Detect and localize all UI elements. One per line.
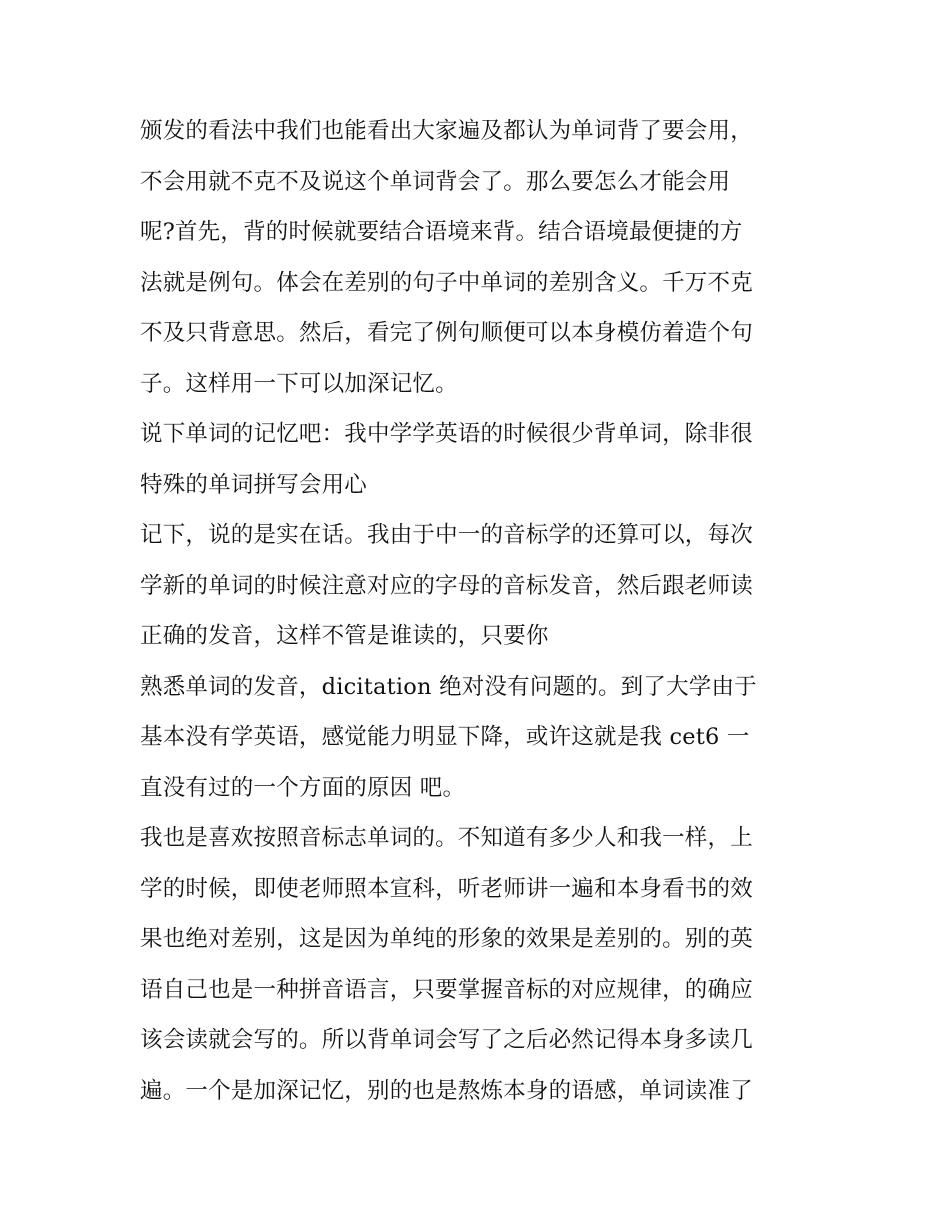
text-line-5: 不及只背意思。然后，看完了例句顺便可以本身模仿着造个句: [140, 320, 753, 346]
text-line-12: 熟悉单词的发音，dicitation 绝对没有问题的。到了大学由于: [140, 673, 757, 700]
text-line-16: 学的时候，即使老师照本宣科，听老师讲一遍和本身看书的效: [140, 875, 753, 902]
text-line-14: 直没有过的一个方面的原因 吧。: [140, 774, 466, 801]
text-line-15: 我也是喜欢按照音标志单词的。不知道有多少人和我一样，上: [140, 825, 753, 851]
text-line-13: 基本没有学英语，感觉能力明显下降，或许这就是我 cet6 一: [140, 724, 750, 750]
text-line-10: 学新的单词的时候注意对应的字母的音标发音，然后跟老师读: [140, 572, 753, 599]
document-body: [140, 106, 840, 1116]
text-line-7: 说下单词的记忆吧：我中学学英语的时候很少背单词，除非很: [140, 421, 753, 447]
text-line-9: 记下，说的是实在话。我由于中一的音标学的还算可以，每次: [140, 522, 753, 548]
text-line-6: 子。这样用一下可以加深记忆。: [140, 370, 458, 397]
text-line-20: 遍。一个是加深记忆，别的也是熬炼本身的语感，单词读准了: [140, 1077, 753, 1104]
text-line-17: 果也绝对差别，这是因为单纯的形象的效果是差别的。别的英: [140, 926, 753, 952]
text-line-11: 正确的发音，这样不管是谁读的，只要你: [140, 623, 549, 649]
text-line-8: 特殊的单词拼写会用心: [140, 471, 368, 498]
text-line-2: 不会用就不克不及说这个单词背会了。那么要怎么才能会用: [140, 168, 731, 195]
text-line-18: 语自己也是一种拼音语言，只要掌握音标的对应规律，的确应: [140, 976, 753, 1003]
text-line-4: 法就是例句。体会在差别的句子中单词的差别含义。千万不克: [140, 269, 753, 296]
text-line-1: 颁发的看法中我们也能看出大家遍及都认为单词背了要会用，: [140, 118, 753, 144]
text-line-19: 该会读就会写的。所以背单词会写了之后必然记得本身多读几: [140, 1027, 753, 1053]
text-line-3: 呢?首先，背的时候就要结合语境来背。结合语境最便捷的方: [140, 219, 743, 245]
